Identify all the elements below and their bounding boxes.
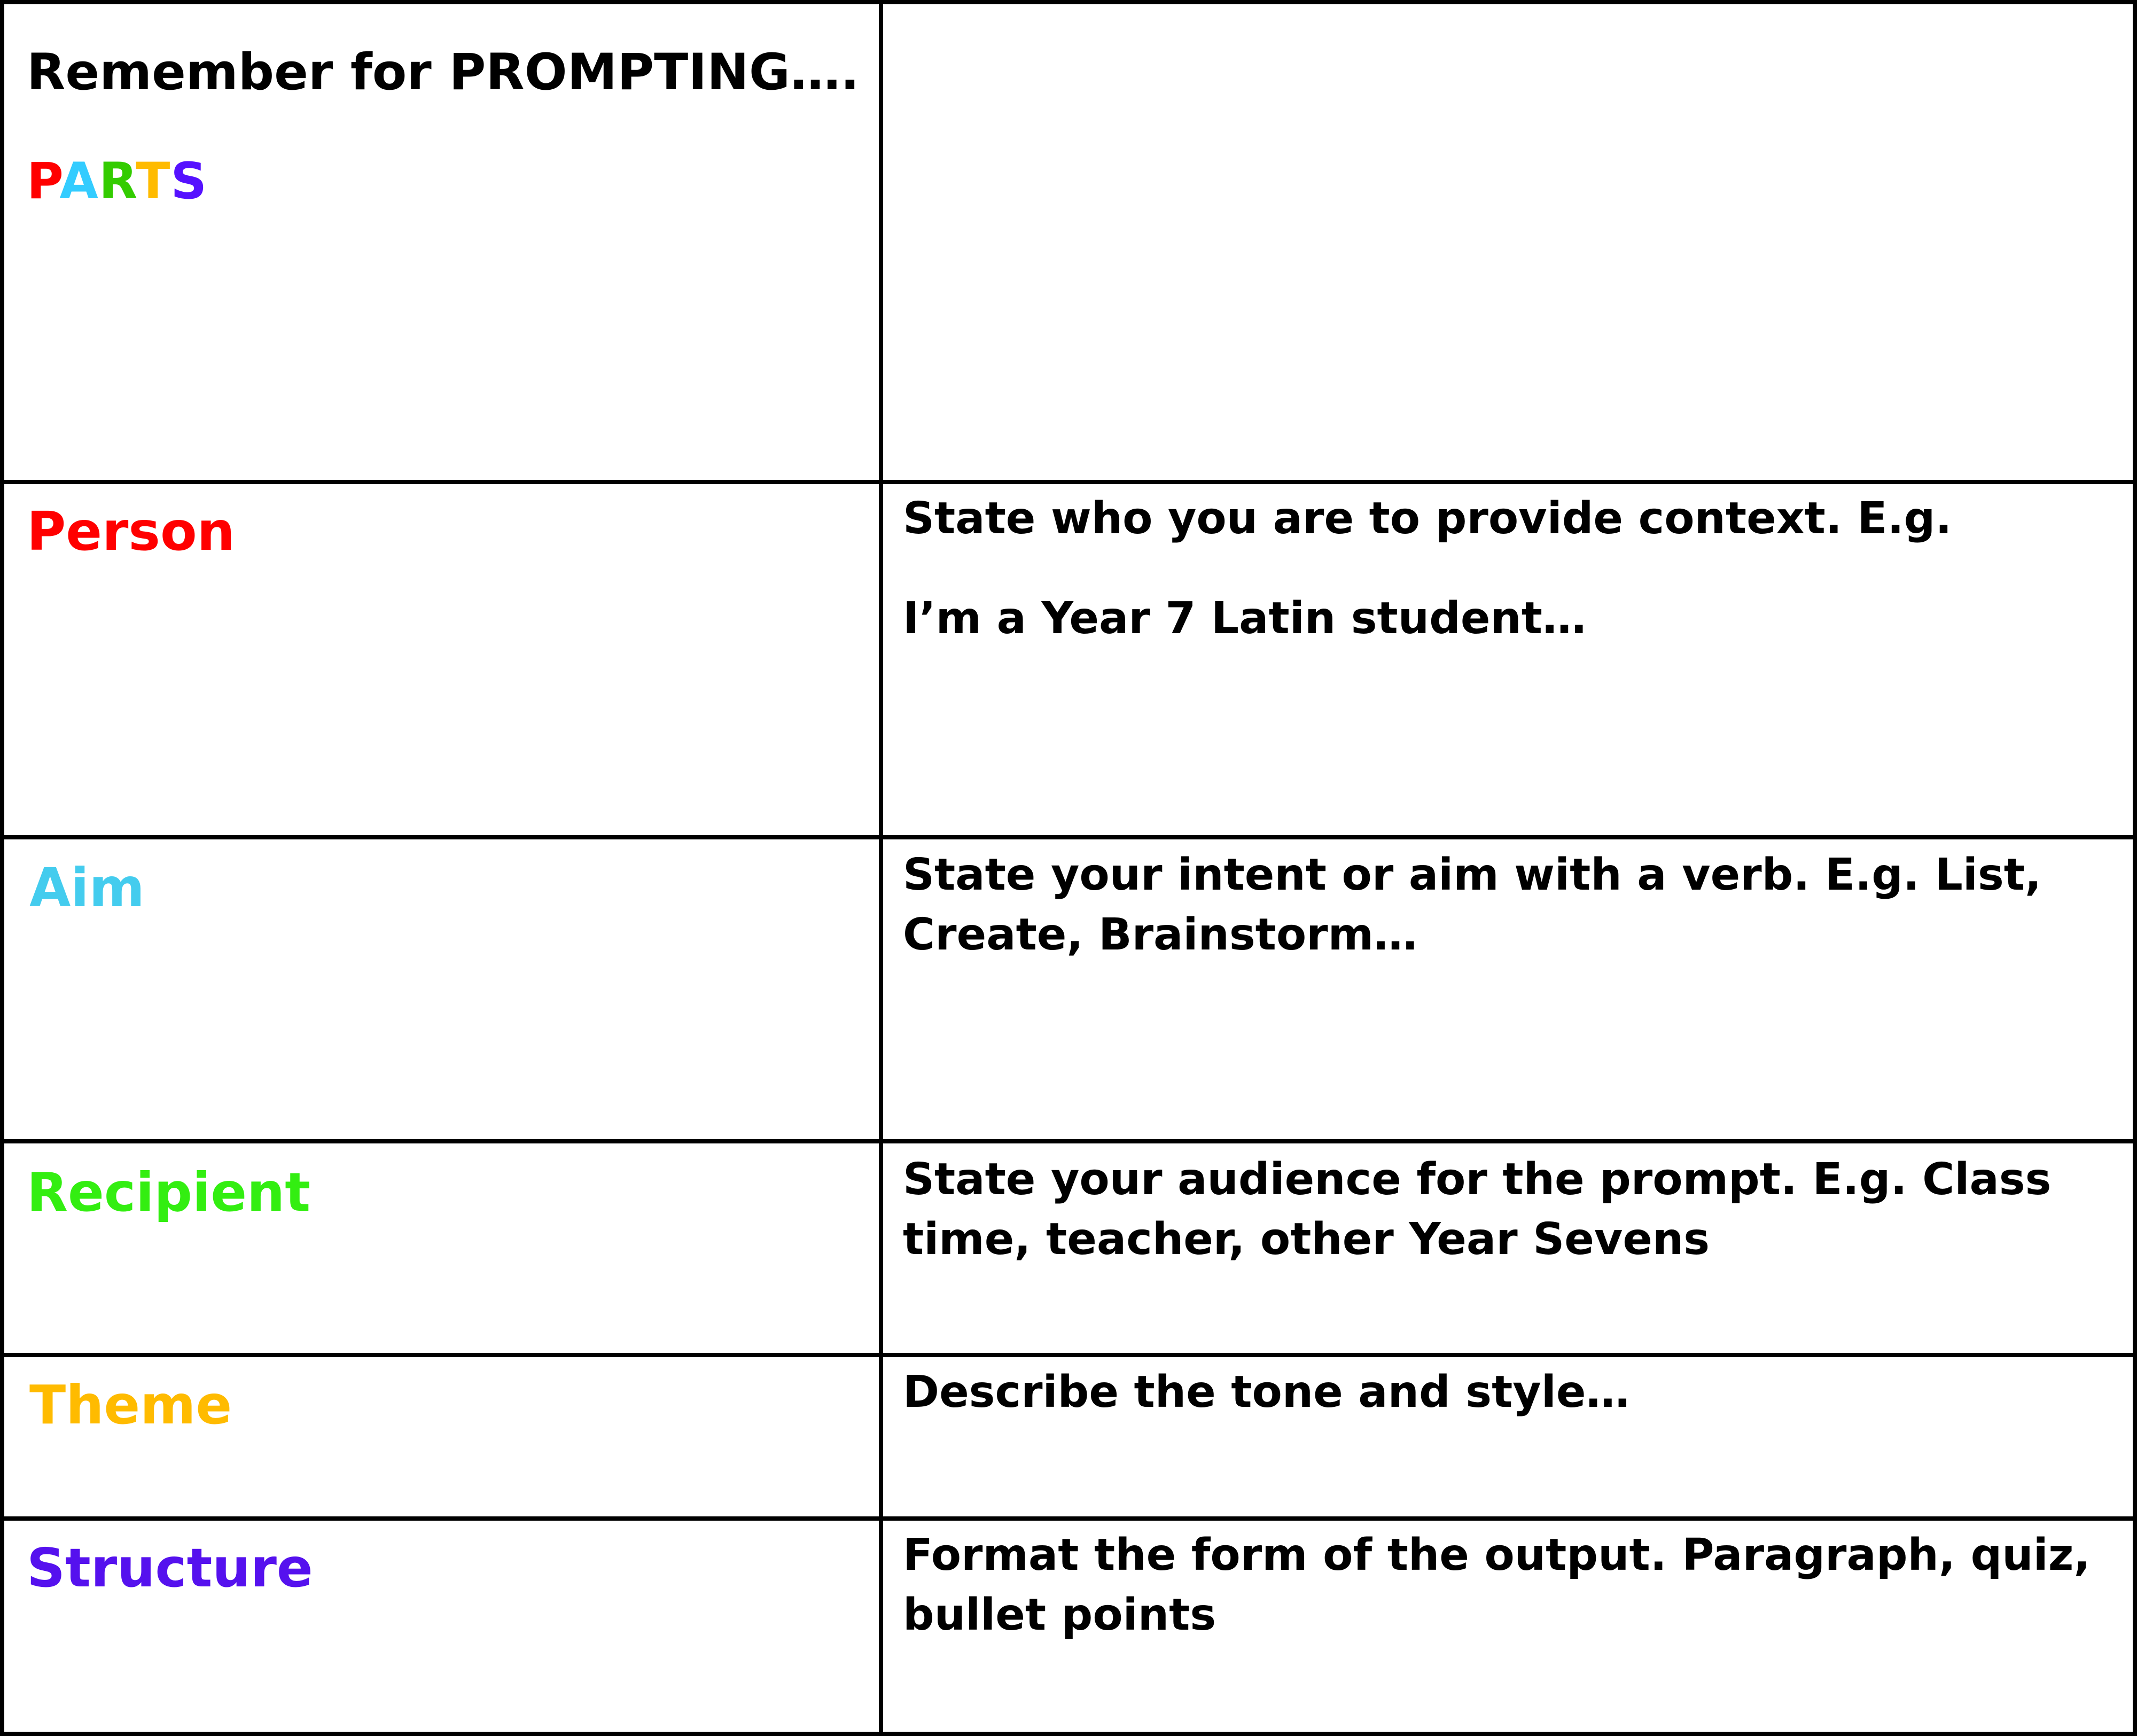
description-line: State who you are to provide context. E.g. — [903, 493, 1952, 544]
row-label-aim: Aim — [29, 857, 145, 919]
table-border-top — [0, 0, 2137, 4]
row-divider — [0, 1516, 2137, 1521]
row-divider — [0, 1353, 2137, 1357]
acronym-letter-r: R — [99, 152, 136, 211]
row-description-person — [903, 489, 2110, 689]
description-line: Format the form of the output. Paragraph, quiz, bullet points — [903, 1530, 2091, 1640]
acronym-letter-a: A — [59, 152, 99, 211]
acronym-letter-t: T — [136, 152, 171, 211]
row-description-structure — [903, 1525, 2110, 1685]
description-line: Describe the tone and style… — [903, 1367, 1630, 1418]
row-description-theme — [903, 1363, 2110, 1462]
row-divider — [0, 1139, 2137, 1143]
row-label-recipient: Recipient — [27, 1161, 311, 1224]
acronym-letter-p: P — [27, 152, 60, 211]
parts-acronym — [27, 150, 860, 214]
header-cell — [27, 38, 860, 214]
acronym-letter-s: S — [170, 152, 208, 211]
row-label-theme: Theme — [29, 1374, 232, 1436]
row-description-aim — [903, 845, 2110, 1005]
row-label-structure: Structure — [27, 1537, 313, 1599]
row-divider — [0, 835, 2137, 839]
column-divider — [879, 0, 883, 1736]
row-description-recipient — [903, 1150, 2110, 1310]
row-label-person: Person — [27, 500, 235, 563]
table-border-left — [0, 0, 4, 1736]
description-line: I’m a Year 7 Latin student… — [903, 593, 1587, 644]
table-border-right — [2133, 0, 2137, 1736]
row-divider — [0, 480, 2137, 484]
description-line: State your audience for the prompt. E.g. Class time, teacher, other Year Sevens — [903, 1154, 2052, 1265]
table-border-bottom — [0, 1732, 2137, 1736]
page-title: Remember for PROMPTING…. — [27, 43, 860, 102]
description-line: State your intent or aim with a verb. E.g. List, Create, Brainstorm… — [903, 850, 2042, 960]
